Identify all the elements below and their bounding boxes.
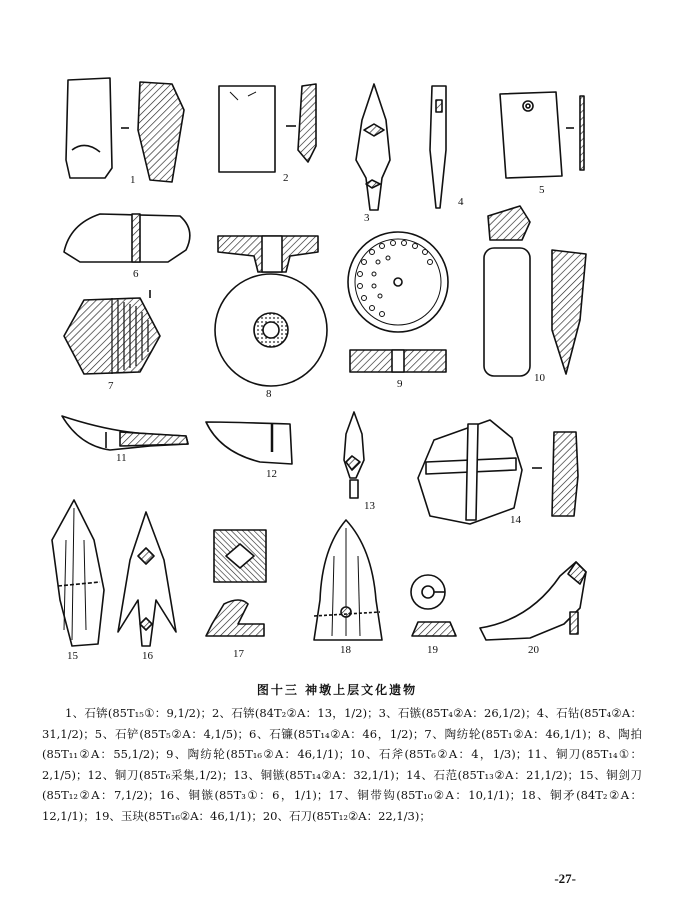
artifact-12-bronze-knife — [206, 422, 292, 464]
artifact-5-stone-spade — [500, 92, 584, 178]
figure-number-7: 7 — [108, 380, 114, 392]
artifact-6-stone-sickle — [64, 214, 190, 298]
figure-number-14: 14 — [510, 514, 521, 526]
artifact-13-bronze-arrowhead — [344, 412, 364, 498]
figure-number-10: 10 — [534, 372, 545, 384]
figure-number-18: 18 — [340, 644, 351, 656]
artifact-3-stone-arrowhead — [356, 84, 390, 210]
figure-number-2: 2 — [283, 172, 289, 184]
figure-number-11: 11 — [116, 452, 127, 464]
figure-number-19: 19 — [427, 644, 438, 656]
figure-number-13: 13 — [364, 500, 375, 512]
figure-number-3: 3 — [364, 212, 370, 224]
artifact-9-pottery-spindle-whorl — [348, 232, 448, 372]
artifact-1-stone-adze — [66, 78, 184, 182]
figure-number-1: 1 — [130, 174, 136, 186]
page-number: -27- — [554, 871, 576, 886]
artifact-18-bronze-spear — [314, 520, 382, 640]
figure-number-15: 15 — [67, 650, 78, 662]
artifact-17-bronze-belt-hook — [206, 530, 266, 636]
caption-text: 1、石锛(85T₁₅①：9,1/2)；2、石锛(84T₂②A：13，1/2)；3、石镞(85T₄②A：26,1/2)；4、石钻(85T₄②A：31,1/2)；5、石铲(85T₅②A：4,1/5)；6、石镰(85T₁₄②A：46，1/2)；7、陶纺轮(85T₁②A：46,1/1)；8、陶拍(85T₁₁②A：55,1/2)；9、陶纺轮(85T₁₆②A：46,1/1)；10、石斧(85T₆②A：4，1/3)；11、铜刀(85T₁₄①：2,1/5)；12、铜刀(85T₆采集,1/2)；13、铜镞(85T₁₄②A：32,1/1)；14、石范(85T₁₃②A：21,1/2)；15、铜剑刀(85T₁₂②A：7,1/2)；16、铜镞(85T₃①：6，1/1)；17、铜带钩(85T₁₀②A：10,1/1)；18、铜矛(84T₂②A：12,1/1)；19、玉玦(85T₁₆②A：46,1/1)；20、石刀(85T₁₂②A：22,1/3)； — [42, 706, 642, 823]
figure-number-8: 8 — [266, 388, 272, 400]
figure-caption-title: 图十三 神墩上层文化遗物 — [256, 683, 418, 697]
artifact-11-bronze-knife — [62, 416, 188, 450]
figure-number-6: 6 — [133, 268, 139, 280]
figure-number-17: 17 — [233, 648, 244, 660]
figure-number-4: 4 — [458, 196, 464, 208]
artifact-16-bronze-arrowhead — [118, 512, 176, 646]
figure-number-9: 9 — [397, 378, 403, 390]
artifact-2-stone-adze — [219, 84, 316, 172]
artifact-4-stone-drill — [430, 86, 446, 208]
figure-number-5: 5 — [539, 184, 545, 196]
figure-caption-body — [42, 703, 642, 826]
artifact-10-stone-axe — [484, 206, 586, 376]
artifact-15-bronze-sword-knife — [52, 500, 104, 646]
figure-number-12: 12 — [266, 468, 277, 480]
artifact-20-stone-knife — [480, 562, 586, 640]
figure-number-20: 20 — [528, 644, 539, 656]
artifact-19-jade-jue — [411, 575, 456, 636]
artifact-8-pottery-paddle — [215, 236, 327, 386]
artifact-14-stone-mould — [418, 420, 578, 524]
artifact-7-pottery-spindle-whorl — [64, 298, 160, 374]
figure-number-16: 16 — [142, 650, 153, 662]
